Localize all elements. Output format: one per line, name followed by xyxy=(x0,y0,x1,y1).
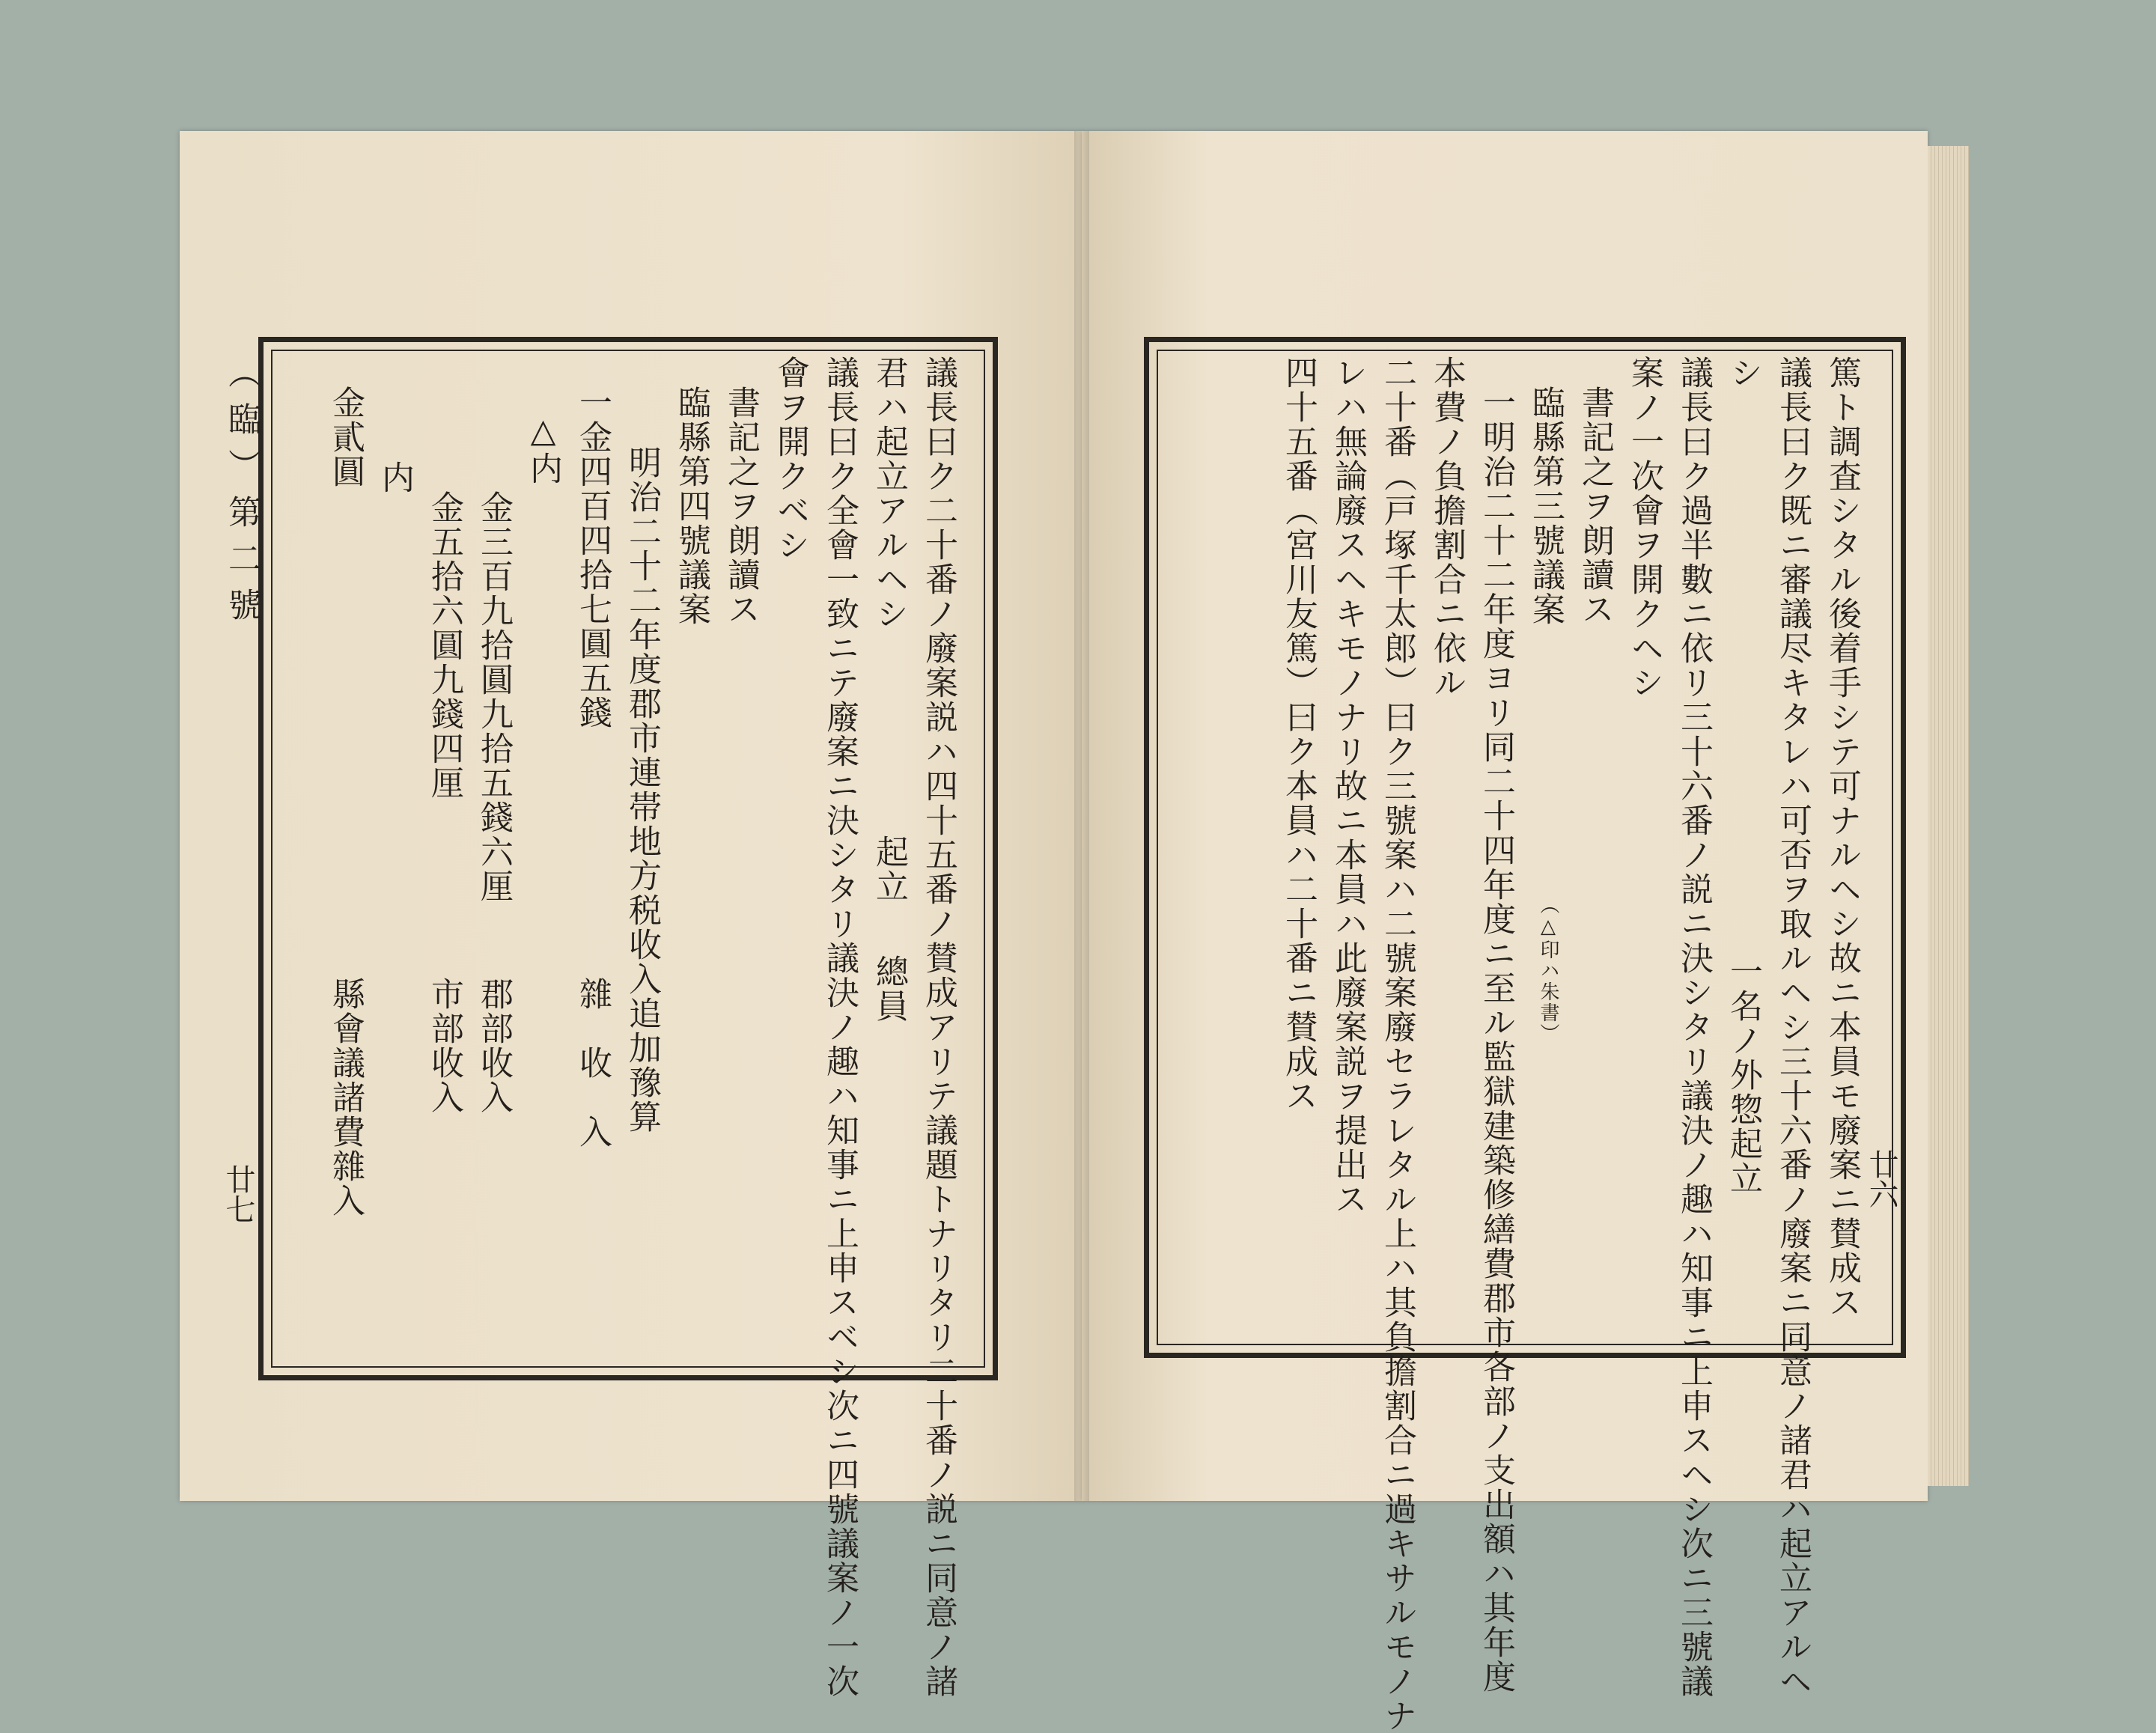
right-line-5: 議長曰ク過半數ニ依リ三十六番ノ説ニ決シタリ議決ノ趣ハ知事ニ上申スヘシ次ニ三號議 xyxy=(1675,356,1713,1699)
right-line-6: 案ノ一次會ヲ開クヘシ xyxy=(1625,356,1663,700)
right-line-8: 臨縣第三號議案 xyxy=(1526,386,1565,627)
left-line-15: 金五拾六圓九錢四厘 xyxy=(425,490,463,800)
left-line-6: 會ヲ開クベシ xyxy=(771,356,809,562)
left-line-7: 書記之ヲ朗讀ス xyxy=(722,386,760,627)
right-line-9: （△印ハ朱書） xyxy=(1537,895,1559,1044)
page-edges xyxy=(1928,146,1969,1486)
left-page-header: （臨）第二號 xyxy=(222,356,261,634)
left-line-13: 金三百九拾圓九拾五錢六厘 xyxy=(475,490,513,904)
right-line-1: 篤ト調査シタル後着手シテ可ナルヘシ故ニ本員モ廢案ニ賛成ス xyxy=(1823,356,1861,1320)
left-line-5: 議長曰ク全會一致ニテ廢案ニ決シタリ議決ノ趣ハ知事ニ上申スベシ次ニ四號議案ノ一次 xyxy=(820,356,859,1699)
left-line-4: 總員 xyxy=(870,954,908,1023)
book-spine xyxy=(1074,131,1089,1501)
right-line-13: レハ無論廢スヘキモノナリ故ニ本員ハ此廢案説ヲ提出ス xyxy=(1329,356,1367,1216)
left-line-14: 郡部收入 xyxy=(475,977,513,1115)
left-line-17: 内 xyxy=(376,460,414,495)
right-line-12: 二十番（戸塚千太郎）曰ク三號案ハ二號案廢セラレタル上ハ其負擔割合ニ過キサルモノナ xyxy=(1378,356,1416,1733)
left-line-18: 金貳圓 xyxy=(326,386,365,489)
right-line-3: シ xyxy=(1724,356,1762,390)
left-line-10: 一金四百四拾七圓五錢 xyxy=(573,386,612,730)
right-line-2: 議長曰ク既ニ審議尽キタレハ可否ヲ取ルヘシ三十六番ノ廢案ニ同意ノ諸君ハ起立アルヘ xyxy=(1773,356,1812,1699)
right-line-10: 一明治二十二年度ヨリ同二十四年度ニ至ル監獄建築修繕費郡市各部ノ支出額ハ其年度 xyxy=(1477,386,1515,1694)
right-line-11: 本費ノ負擔割合ニ依ル xyxy=(1428,356,1466,700)
left-line-16: 市部收入 xyxy=(425,977,463,1115)
open-book xyxy=(180,131,2006,1733)
left-line-9: 明治二十二年度郡市連帯地方税收入追加豫算 xyxy=(623,445,661,1134)
left-line-1: 議長曰ク二十番ノ廢案説ハ四十五番ノ賛成アリテ議題トナリタリ二十番ノ説ニ同意ノ諸 xyxy=(919,356,957,1699)
right-line-14: 四十五番（宮川友篤）曰ク本員ハ二十番ニ賛成ス xyxy=(1279,356,1318,1113)
left-line-8: 臨縣第四號議案 xyxy=(672,386,710,627)
left-line-2: 君ハ起立アルヘシ xyxy=(870,356,908,631)
right-line-4: 一名ノ外惣起立 xyxy=(1724,954,1762,1196)
right-page-number: 廿六 xyxy=(1864,1149,1898,1209)
left-line-12: △内 xyxy=(524,412,562,486)
left-line-19: 縣會議諸費雜入 xyxy=(326,977,365,1218)
left-page-number: 廿七 xyxy=(221,1164,255,1224)
right-line-7: 書記之ヲ朗讀ス xyxy=(1576,386,1614,627)
left-line-3: 起立 xyxy=(870,835,908,904)
left-line-11: 雜 收 入 xyxy=(573,977,612,1149)
